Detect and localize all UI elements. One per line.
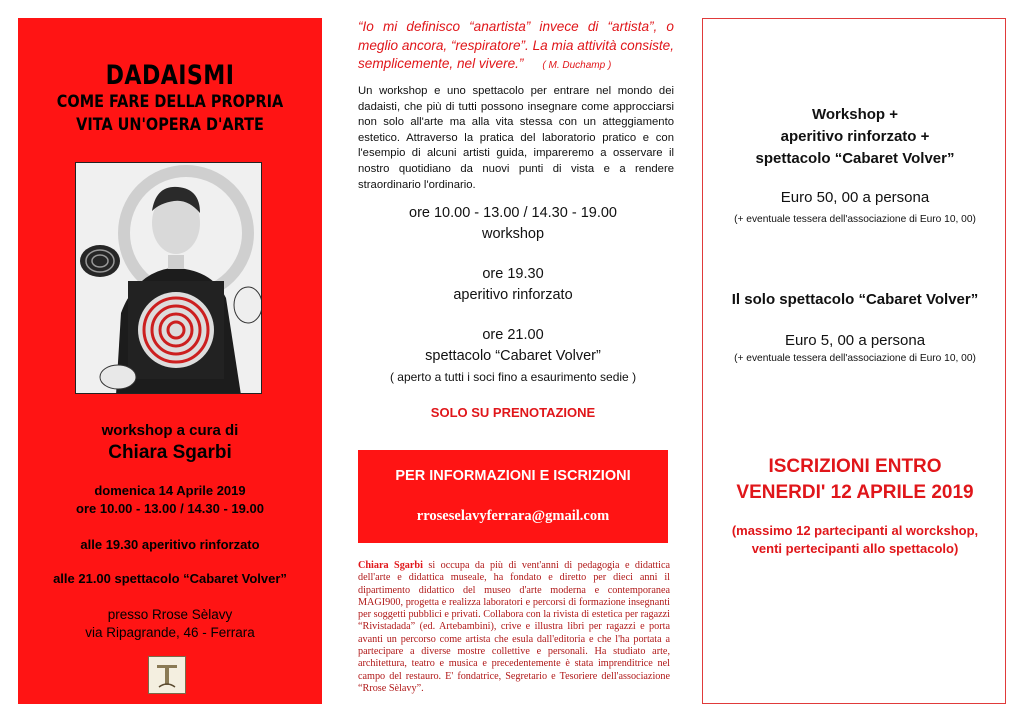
flyer-subtitle-line2: VITA UN'OPERA D'ARTE [76, 115, 264, 135]
package-price: Euro 50, 00 a persona [780, 189, 930, 206]
info-title: PER INFORMAZIONI E ISCRIZIONI [395, 468, 631, 484]
show-price: Euro 5, 00 a persona [784, 332, 926, 349]
booking-required: SOLO SU PRENOTAZIONE [430, 405, 596, 420]
schedule-spettacolo-label: spettacolo “Cabaret Volver” [425, 348, 601, 364]
limits-line1: (massimo 12 partecipanti al worckshop, [731, 523, 979, 538]
spettacolo-line: alle 21.00 spettacolo “Cabaret Volver” [53, 571, 287, 586]
venue-name: presso Rrose Sèlavy [107, 607, 233, 622]
bio-name: Chiara Sgarbi [358, 560, 423, 571]
deadline-line1: ISCRIZIONI ENTRO [768, 456, 942, 477]
flyer-title: DADAISMI [105, 60, 235, 91]
open-note: ( aperto a tutti i soci fino a esaurimento sedie ) [389, 370, 637, 384]
flyer-subtitle-line1: COME FARE DELLA PROPRIA [56, 92, 284, 112]
association-logo [148, 656, 186, 694]
duchamp-photo [75, 162, 262, 394]
package-note: (+ eventuale tessera dell'associazione di Euro 10, 00) [734, 214, 976, 225]
limits-line2: venti pertecipanti allo spettacolo) [751, 541, 959, 556]
logo-icon [149, 657, 185, 693]
left-panel [18, 18, 322, 704]
schedule-spettacolo-time: ore 21.00 [482, 327, 544, 343]
intro-paragraph: Un workshop e uno spettacolo per entrare nel mondo dei dadaisti, che più di tutti possono insegnare come approcciarsi non solo all'arte ma alla vita stessa con un atteggiamento estetico. Attraverso la pratica del laboratorio pratico e con l'esempio di alcuni artisti guida, impareremo a osservare il nostro quotidiano da nuovi punti di vista e a rendere straordinario l'ordinario. [358, 85, 674, 191]
duchamp-quote [358, 18, 674, 76]
schedule-workshop-time: ore 10.00 - 13.00 / 14.30 - 19.00 [409, 205, 617, 221]
show-only: Il solo spettacolo “Cabaret Volver” [731, 291, 979, 308]
schedule-aperitivo-time: ore 19.30 [482, 266, 544, 282]
info-box [358, 450, 668, 543]
package-line2: aperitivo rinforzato + [780, 128, 930, 145]
schedule-workshop-label: workshop [481, 226, 545, 242]
package-line1: Workshop + [812, 106, 898, 123]
bio-text: si occupa da più di vent'anni di pedagogia e didattica dell'arte e didattica museale, ha fondato e diretto per dieci anni il dipartimento didattico del museo d'arte moderna e contemporanea MAGI900, progetta e realizza laboratori e percorsi di formazione insegnanti per soggetti pubblici e privati. Collabora con la rivista di estetica per ragazzi “Rivistadada” (ed. Artebambini), crive e illustra libri per ragazzi e porta avanti un percorso come artista che esula dall'editoria e che l'ha portata a partecipare a diverse mostre collettive e personali. Ha studiato arte, architettura, teatro e musica e precedentemente è stata imprenditrice nel campo del restauro. E' fondatrice, Segretario e Tesoriere dell'associazione “Rrose Sèlavy”. [358, 560, 671, 694]
quote-text: “Io mi definisco “anartista” invece di “artista”, o meglio ancora, “respiratore”. La mia attività consiste, semplicemente, nel vivere.” [358, 19, 674, 71]
curator-label: workshop a cura di [101, 422, 239, 439]
deadline-line2: VENERDI' 12 APRILE 2019 [736, 482, 974, 503]
schedule-aperitivo-label: aperitivo rinforzato [453, 287, 573, 303]
venue-address: via Ripagrande, 46 - Ferrara [85, 625, 255, 640]
quote-author: ( M. Duchamp ) [542, 60, 612, 71]
event-date: domenica 14 Aprile 2019 [94, 483, 246, 498]
duchamp-illustration [76, 163, 262, 394]
curator-name: Chiara Sgarbi [108, 442, 232, 463]
aperitivo-line: alle 19.30 aperitivo rinforzato [80, 537, 260, 552]
bio-paragraph [358, 560, 670, 695]
show-note: (+ eventuale tessera dell'associazione di Euro 10, 00) [734, 353, 976, 364]
info-email[interactable]: rroseselavyferrara@gmail.com [416, 508, 610, 524]
package-line3: spettacolo “Cabaret Volver” [755, 150, 955, 167]
pricing-box [702, 18, 1006, 704]
event-hours: ore 10.00 - 13.00 / 14.30 - 19.00 [76, 501, 264, 516]
